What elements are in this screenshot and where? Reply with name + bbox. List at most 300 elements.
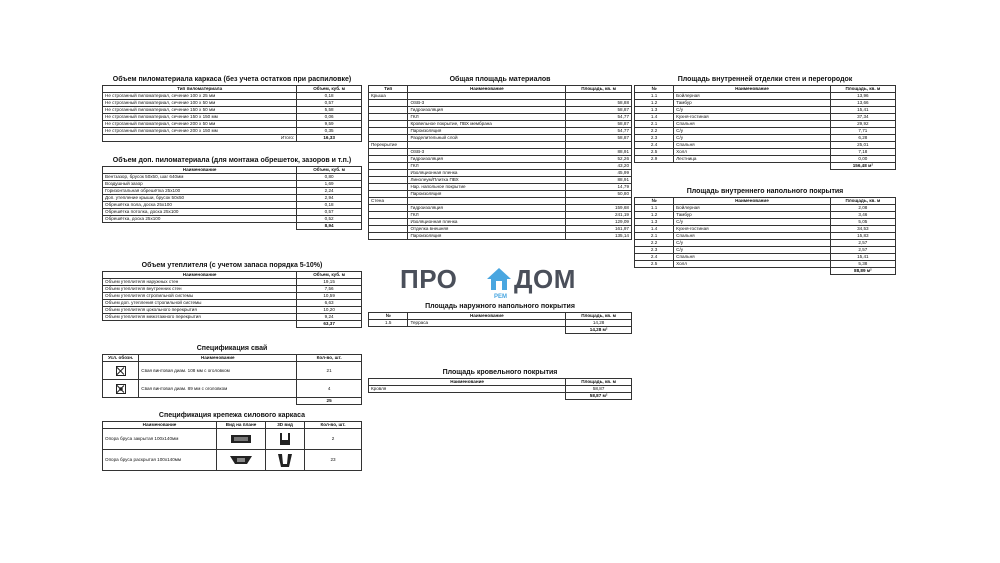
wall-finish-table-block <box>634 76 896 170</box>
row-value: 15,41 <box>830 254 895 261</box>
row-number: 2.9 <box>635 156 674 163</box>
table-row <box>635 219 896 226</box>
row-name: Свая винтовая диам. 108 мм с оголовком <box>139 362 297 380</box>
col-header: Площадь, кв. м <box>566 379 632 386</box>
group-header-row <box>369 142 632 149</box>
row-value: 0,80 <box>297 174 362 181</box>
row-value: 0,06 <box>297 114 362 121</box>
row-value: 10,20 <box>297 307 362 314</box>
row-name: Гидроизоляция <box>408 205 566 212</box>
table-row <box>103 93 362 100</box>
prodom-logo <box>400 264 600 304</box>
table-row <box>635 128 896 135</box>
row-name: Терраса <box>408 320 566 327</box>
row-value: 2,08 <box>830 205 895 212</box>
table-row <box>103 216 362 223</box>
row-value: 2,57 <box>830 240 895 247</box>
col-header: № <box>369 313 408 320</box>
row-value: 0,57 <box>297 100 362 107</box>
total-value: 63,37 <box>297 321 362 328</box>
row-value: 6,28 <box>830 135 895 142</box>
row-value: 4 <box>297 380 362 398</box>
row-number: 2.5 <box>635 149 674 156</box>
table-row <box>635 142 896 149</box>
row-name: Кухня-гостиная <box>674 226 831 233</box>
row-value: 58,88 <box>566 100 632 107</box>
row-value: 0,00 <box>830 156 895 163</box>
table-row <box>103 121 362 128</box>
pile-symbol-cell <box>103 380 139 398</box>
row-name: ГКЛ <box>408 114 566 121</box>
row-value: 45,99 <box>566 170 632 177</box>
row-name: Обрешётка, доска 25х100 <box>103 216 297 223</box>
total-row <box>369 327 632 334</box>
row-value: 7,56 <box>297 286 362 293</box>
table-row <box>103 286 362 293</box>
table-row <box>369 386 632 393</box>
row-value: 52,26 <box>566 156 632 163</box>
col-header: Наименование <box>369 379 566 386</box>
col-header: Усл. обозн. <box>103 355 139 362</box>
table-row <box>369 177 632 184</box>
row-value: 15,41 <box>830 107 895 114</box>
row-number: 1.3 <box>635 107 674 114</box>
row-name: Кровля <box>369 386 566 393</box>
row-name: Гидроизоляция <box>408 107 566 114</box>
total-value: 14,28 м² <box>566 327 632 334</box>
table-row <box>369 128 632 135</box>
roof-area-table-block <box>368 369 632 400</box>
table-row <box>635 240 896 247</box>
row-value: 43,20 <box>566 163 632 170</box>
row-number: 1.1 <box>635 93 674 100</box>
row-name: Пароизоляция <box>408 233 566 240</box>
row-name: ГКЛ <box>408 163 566 170</box>
col-header: Наименование <box>674 86 831 93</box>
total-row <box>369 393 632 400</box>
table-row <box>635 121 896 128</box>
table-row <box>103 181 362 188</box>
row-value: 241,19 <box>566 212 632 219</box>
piles-table-block <box>102 345 362 405</box>
col-header: Площадь, кв. м <box>830 86 895 93</box>
total-value: 16,33 <box>297 135 362 142</box>
col-header: Площадь, кв. м <box>830 198 895 205</box>
col-header: Наименование <box>139 355 297 362</box>
table-row <box>103 128 362 135</box>
row-value: 23 <box>305 450 362 471</box>
total-label: Итого: <box>103 135 297 142</box>
row-name: Холл <box>674 261 831 268</box>
row-name: Не строганный пиломатериал, сечение 100 х 25 мм <box>103 93 297 100</box>
col-header: Площадь, кв. м <box>566 313 632 320</box>
row-value: 13,96 <box>830 93 895 100</box>
row-name: Объем доп. утепления стропильной системы <box>103 300 297 307</box>
table-row <box>635 135 896 142</box>
col-header: Объем, куб. м <box>297 167 362 174</box>
row-name: С/у <box>674 247 831 254</box>
logo-text-left: ПРО <box>400 264 458 294</box>
row-name: Бойлерная <box>674 205 831 212</box>
row-value: 5,05 <box>830 219 895 226</box>
col-header: Наименование <box>674 198 831 205</box>
table-row <box>635 93 896 100</box>
col-header: Наименование <box>408 86 566 93</box>
row-name: С/у <box>674 135 831 142</box>
table-row <box>103 279 362 286</box>
table-row <box>369 191 632 198</box>
row-name: Спальня <box>674 233 831 240</box>
group-header-row <box>369 198 632 205</box>
row-value: 1,69 <box>297 181 362 188</box>
lumber-frame-table <box>102 85 362 142</box>
row-number: 1.3 <box>635 219 674 226</box>
row-value: 159,68 <box>566 205 632 212</box>
row-number: 2.5 <box>635 261 674 268</box>
col-header: Площадь, кв. м <box>566 86 632 93</box>
row-number: 1.2 <box>635 100 674 107</box>
row-value: 14,79 <box>566 184 632 191</box>
open-support-plan-icon <box>229 455 253 465</box>
row-value: 13,66 <box>830 100 895 107</box>
row-name: Изоляционная пленка <box>408 170 566 177</box>
row-name: Изоляционная пленка <box>408 219 566 226</box>
col-header: № <box>635 198 674 205</box>
row-name: Воздушный зазор <box>103 181 297 188</box>
closed-support-plan-icon <box>230 434 252 444</box>
row-name: С/у <box>674 219 831 226</box>
table-row <box>103 362 362 380</box>
row-name: OSB-3 <box>408 149 566 156</box>
row-name: Холл <box>674 149 831 156</box>
row-value: 161,97 <box>566 226 632 233</box>
logo-subtext: РЕМ <box>494 294 508 300</box>
extra-lumber-title: Объем доп. пиломатериала (для монтажа обрешеток, зазоров и т.п.) <box>112 157 352 164</box>
row-value: 54,77 <box>566 114 632 121</box>
row-value: 0,57 <box>297 209 362 216</box>
house-icon <box>486 266 512 292</box>
outdoor-floor-table-block <box>368 303 632 334</box>
table-row <box>635 261 896 268</box>
table-row <box>369 184 632 191</box>
table-row <box>635 212 896 219</box>
row-name: Кровельное покрытие, ПВХ мембрана <box>408 121 566 128</box>
row-value: 50,80 <box>566 191 632 198</box>
fasteners-table <box>102 421 362 471</box>
row-value: 10,59 <box>297 293 362 300</box>
table-row <box>635 100 896 107</box>
table-row <box>635 205 896 212</box>
row-number: 1.1 <box>635 205 674 212</box>
row-value: 5,58 <box>297 107 362 114</box>
table-row <box>369 121 632 128</box>
fasteners-table-block <box>102 412 362 471</box>
row-name: Опора бруса раскрытая 100х140мм <box>103 450 217 471</box>
row-name: Объем утеплителя наружных стен <box>103 279 297 286</box>
row-value: 0,35 <box>297 128 362 135</box>
table-row <box>635 114 896 121</box>
table-row <box>635 149 896 156</box>
col-header: Тип пиломатериала <box>103 86 297 93</box>
total-row <box>103 321 362 328</box>
table-row <box>103 300 362 307</box>
table-row <box>103 293 362 300</box>
logo-text-right: ДОМ <box>514 264 576 294</box>
col-header: Тип <box>369 86 408 93</box>
row-value: 9,24 <box>297 314 362 321</box>
table-row <box>369 219 632 226</box>
total-row <box>103 135 362 142</box>
indoor-floor-table <box>634 197 896 275</box>
col-header: Кол-во, шт. <box>297 355 362 362</box>
table-row <box>103 380 362 398</box>
row-name: Лестница <box>674 156 831 163</box>
row-name: Тамбур <box>674 100 831 107</box>
total-row <box>103 223 362 230</box>
row-name: Обрешётка потолка, доска 25х100 <box>103 209 297 216</box>
total-value: 8,94 <box>297 223 362 230</box>
row-value: 7,18 <box>830 149 895 156</box>
pile-89-symbol-icon <box>116 384 126 394</box>
col-header: № <box>635 86 674 93</box>
row-name: С/у <box>674 107 831 114</box>
wall-finish-table <box>634 85 896 170</box>
table-row <box>369 107 632 114</box>
group-type: Перекрытие <box>369 142 408 149</box>
table-row <box>103 202 362 209</box>
row-number: 2.1 <box>635 233 674 240</box>
table-row <box>103 307 362 314</box>
group-type: Крыша <box>369 93 408 100</box>
table-row <box>635 247 896 254</box>
col-header: Наименование <box>103 167 297 174</box>
row-number: 2.3 <box>635 135 674 142</box>
row-value: 19,15 <box>297 279 362 286</box>
row-name: Не строганный пиломатериал, сечение 150 х 50 мм <box>103 107 297 114</box>
row-name: Обрешётка пола, доска 25х100 <box>103 202 297 209</box>
total-row <box>635 163 896 170</box>
row-name: Гидроизоляция <box>408 156 566 163</box>
row-value: 88,91 <box>566 149 632 156</box>
table-row <box>103 188 362 195</box>
col-header: Кол-во, шт. <box>305 422 362 429</box>
table-row <box>103 195 362 202</box>
row-name: Спальня <box>674 142 831 149</box>
row-number: 1.4 <box>635 226 674 233</box>
col-header: 3D вид <box>266 422 305 429</box>
table-row <box>369 114 632 121</box>
row-name: Объем утеплителя внутренних стен <box>103 286 297 293</box>
materials-area-table-block <box>368 76 632 240</box>
table-row <box>103 429 362 450</box>
row-value: 0,18 <box>297 202 362 209</box>
row-value: 37,34 <box>830 114 895 121</box>
lumber-frame-title: Объем пиломатериала каркаса (без учета остатков при распиловке) <box>112 76 352 83</box>
3d-view-cell <box>266 450 305 471</box>
table-row <box>369 226 632 233</box>
plan-view-cell <box>216 429 265 450</box>
roof-area-title: Площадь кровельного покрытия <box>442 369 558 376</box>
row-value: 58,87 <box>566 135 632 142</box>
row-value: 7,71 <box>830 128 895 135</box>
row-value: 129,09 <box>566 219 632 226</box>
row-name: Объем утеплителя цокольного перекрытия <box>103 307 297 314</box>
table-row <box>103 314 362 321</box>
table-row <box>369 149 632 156</box>
row-name: Вентзазор, брусок 50х50, шаг 640мм <box>103 174 297 181</box>
total-value: 25 <box>297 398 362 405</box>
col-header: Наименование <box>103 422 217 429</box>
row-value: 29,92 <box>830 121 895 128</box>
pile-108-symbol-icon <box>116 366 126 376</box>
row-name: Не строганный пиломатериал, сечение 200 х 150 мм <box>103 128 297 135</box>
total-value: 88,89 м² <box>830 268 895 275</box>
roof-area-table <box>368 378 632 400</box>
piles-title: Спецификация свай <box>196 345 268 352</box>
table-row <box>103 450 362 471</box>
total-row <box>103 398 362 405</box>
col-header: Наименование <box>103 272 297 279</box>
table-row <box>369 100 632 107</box>
row-value: 54,77 <box>566 128 632 135</box>
row-name: С/у <box>674 128 831 135</box>
row-number: 2.4 <box>635 142 674 149</box>
row-value: 2 <box>305 429 362 450</box>
row-value: 2,94 <box>297 195 362 202</box>
row-number: 2.2 <box>635 128 674 135</box>
indoor-floor-title: Площадь внутреннего напольного покрытия <box>686 188 844 195</box>
insulation-table-block <box>102 262 362 328</box>
col-header: Объем, куб. м <box>297 272 362 279</box>
outdoor-floor-title: Площадь наружного напольного покрытия <box>425 303 575 310</box>
pile-symbol-cell <box>103 362 139 380</box>
table-row <box>103 107 362 114</box>
row-name: Отделка внешняя <box>408 226 566 233</box>
insulation-table <box>102 271 362 328</box>
row-name: ГКЛ <box>408 212 566 219</box>
table-row <box>103 114 362 121</box>
table-row <box>369 156 632 163</box>
row-name: Объем утеплителя стропильной системы <box>103 293 297 300</box>
table-row <box>369 212 632 219</box>
table-row <box>103 209 362 216</box>
table-row <box>369 233 632 240</box>
total-row <box>635 268 896 275</box>
row-number: 1.4 <box>635 114 674 121</box>
row-name: Нар. напольное покрытие <box>408 184 566 191</box>
row-value: 58,87 <box>566 107 632 114</box>
col-header: Объем, куб. м <box>297 86 362 93</box>
row-value: 15,83 <box>830 233 895 240</box>
row-name: Пароизоляция <box>408 128 566 135</box>
table-row <box>369 135 632 142</box>
table-row <box>635 107 896 114</box>
group-type: Стена <box>369 198 408 205</box>
insulation-title: Объем утеплителя (с учетом запаса порядка 5-10%) <box>141 262 323 269</box>
fasteners-title: Спецификация крепежа силового каркаса <box>158 412 306 419</box>
row-value: 25,01 <box>830 142 895 149</box>
row-name: Свая винтовая диам. 89 мм с оголовком <box>139 380 297 398</box>
col-header: Наименование <box>408 313 566 320</box>
row-number: 2.1 <box>635 121 674 128</box>
row-value: 0,18 <box>297 93 362 100</box>
row-name: Опора бруса закрытая 100х140мм <box>103 429 217 450</box>
materials-area-table <box>368 85 632 240</box>
row-name: Спальня <box>674 254 831 261</box>
total-value: 58,87 м² <box>566 393 632 400</box>
table-row <box>369 170 632 177</box>
col-header: Вид на плане <box>216 422 265 429</box>
materials-area-title: Общая площадь материалов <box>449 76 551 83</box>
lumber-frame-table-block <box>102 76 362 142</box>
row-value: 2,57 <box>830 247 895 254</box>
open-support-3d-icon <box>277 452 293 468</box>
row-number: 2.2 <box>635 240 674 247</box>
row-name: Не строганный пиломатериал, сечение 100 х 50 мм <box>103 100 297 107</box>
row-value: 3,46 <box>830 212 895 219</box>
row-value: 9,59 <box>297 121 362 128</box>
row-name: Объем утеплителя межэтажного перекрытия <box>103 314 297 321</box>
row-name: Разделительный слой <box>408 135 566 142</box>
table-row <box>103 174 362 181</box>
extra-lumber-table <box>102 166 362 230</box>
row-number: 2.4 <box>635 254 674 261</box>
row-number: 1.2 <box>635 212 674 219</box>
table-row <box>369 320 632 327</box>
row-value: 6,63 <box>297 300 362 307</box>
row-value: 2,24 <box>297 188 362 195</box>
table-row <box>635 254 896 261</box>
row-name: Кухня-гостиная <box>674 114 831 121</box>
row-value: 0,52 <box>297 216 362 223</box>
row-number: 2.3 <box>635 247 674 254</box>
row-value: 5,38 <box>830 261 895 268</box>
indoor-floor-table-block <box>634 188 896 275</box>
row-name: Не строганный пиломатериал, сечение 200 х 50 мм <box>103 121 297 128</box>
table-row <box>369 205 632 212</box>
row-value: 88,91 <box>566 177 632 184</box>
row-name: Не строганный пиломатериал, сечение 150 х 150 мм <box>103 114 297 121</box>
row-name: Бойлерная <box>674 93 831 100</box>
row-name: OSB-3 <box>408 100 566 107</box>
row-value: 14,28 <box>566 320 632 327</box>
row-value: 21 <box>297 362 362 380</box>
row-name: Спальня <box>674 121 831 128</box>
plan-view-cell <box>216 450 265 471</box>
row-name: Доп. утепление крыши, брусок 50х50 <box>103 195 297 202</box>
extra-lumber-table-block <box>102 157 362 230</box>
piles-table <box>102 354 362 405</box>
row-value: 135,14 <box>566 233 632 240</box>
table-row <box>369 163 632 170</box>
closed-support-3d-icon <box>278 431 292 447</box>
wall-finish-title: Площадь внутренней отделки стен и перегородок <box>677 76 853 83</box>
row-value: 58,87 <box>566 386 632 393</box>
outdoor-floor-table <box>368 312 632 334</box>
table-row <box>635 226 896 233</box>
table-row <box>103 100 362 107</box>
total-value: 156,48 м² <box>830 163 895 170</box>
group-header-row <box>369 93 632 100</box>
3d-view-cell <box>266 429 305 450</box>
row-name: Тамбур <box>674 212 831 219</box>
row-value: 58,87 <box>566 121 632 128</box>
row-name: С/у <box>674 240 831 247</box>
table-row <box>635 233 896 240</box>
row-value: 34,53 <box>830 226 895 233</box>
row-number: 1.5 <box>369 320 408 327</box>
row-name: Линолеум/Плитка ПВХ <box>408 177 566 184</box>
